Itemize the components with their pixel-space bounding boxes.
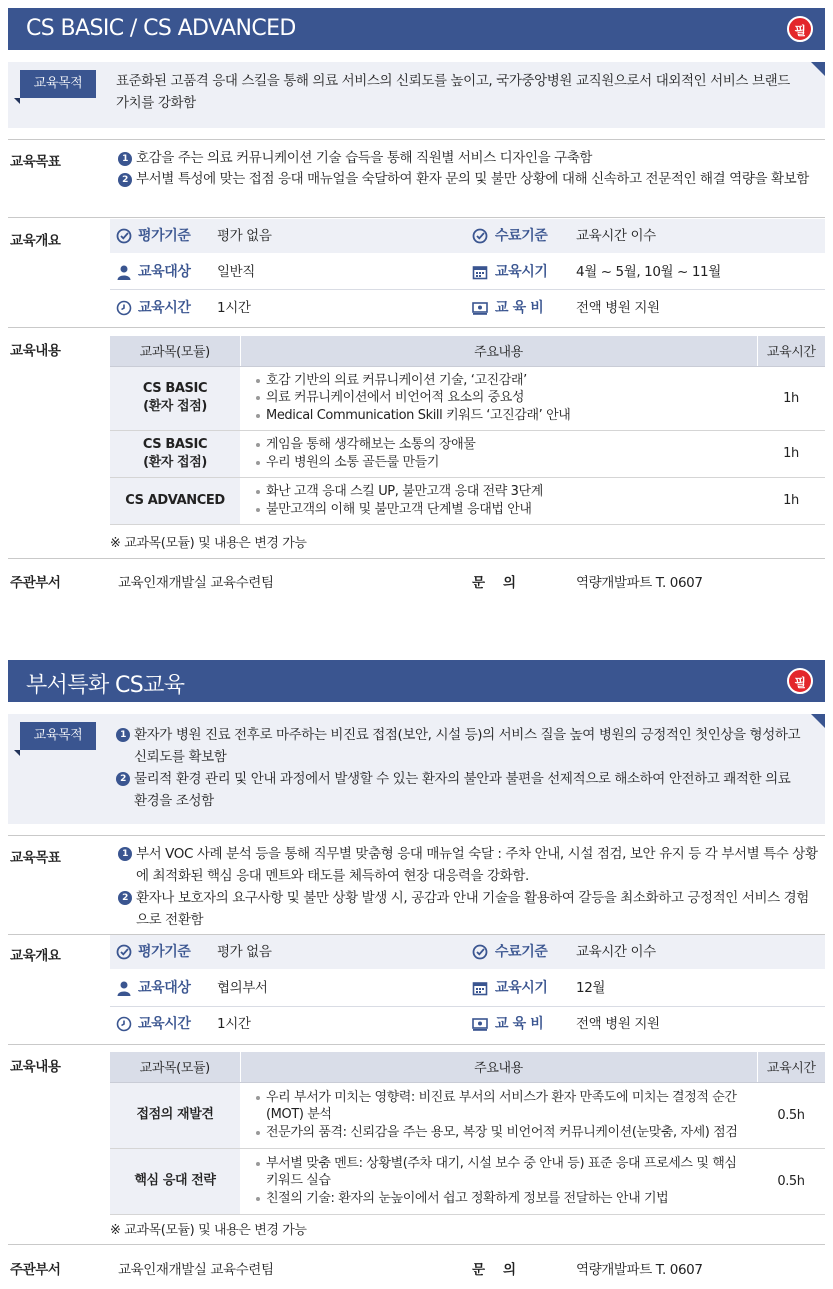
table-row bbox=[110, 1082, 825, 1148]
purpose-box bbox=[8, 714, 825, 824]
content-bullet: 호감 기반의 의료 커뮤니케이션 기술, ‘고진감래’ bbox=[254, 372, 747, 390]
overview-row bbox=[110, 971, 825, 1005]
content-bullet: 불만고객의 이해 및 불만고객 단계별 응대법 안내 bbox=[254, 501, 747, 519]
period-value: 4월 ~ 5월, 10월 ~ 11월 bbox=[576, 264, 721, 280]
overview-row bbox=[110, 291, 825, 325]
time-key: 교육시간 bbox=[138, 300, 191, 316]
table-row bbox=[110, 1148, 825, 1214]
cost-key: 교 육 비 bbox=[495, 300, 544, 316]
number-1-icon: 1 bbox=[118, 152, 132, 166]
dept-label: 주관부서 bbox=[10, 575, 61, 591]
purpose-tag: 교육목적 bbox=[20, 70, 96, 98]
content-bullet: 우리 병원의 소통 골든룰 만들기 bbox=[254, 454, 747, 472]
eval-key: 평가기준 bbox=[138, 228, 191, 244]
content-cell bbox=[240, 477, 757, 524]
time-value: 1시간 bbox=[217, 1016, 251, 1032]
table-header-row bbox=[110, 336, 825, 366]
section-title-bar bbox=[8, 8, 825, 50]
purpose-item: 2 물리적 환경 관리 및 안내 과정에서 발생할 수 있는 환자의 불안과 불편을 선제적으로 해소하여 안전하고 쾌적한 의료 환경을 조성함 bbox=[116, 768, 806, 812]
calendar-icon bbox=[472, 980, 488, 996]
table-row bbox=[110, 430, 825, 477]
complete-value: 교육시간 이수 bbox=[576, 228, 656, 244]
content-bullet: 우리 부서가 미치는 영향력: 비진료 부서의 서비스가 환자 만족도에 미치는 결정적 순간(MOT) 분석 bbox=[254, 1089, 747, 1124]
required-badge: 필 bbox=[787, 668, 813, 694]
divider bbox=[8, 835, 825, 836]
divider bbox=[8, 139, 825, 140]
change-note: ※ 교과목(모듈) 및 내용은 변경 가능 bbox=[110, 1223, 307, 1238]
header-module: 교과목(모듈) bbox=[110, 336, 240, 366]
overview-row bbox=[110, 219, 825, 253]
period-key: 교육시기 bbox=[495, 980, 548, 996]
hours-cell: 1h bbox=[757, 366, 825, 430]
clock-icon bbox=[116, 1016, 132, 1032]
number-2-icon: 2 bbox=[118, 891, 132, 905]
overview-label: 교육개요 bbox=[10, 233, 61, 249]
purpose-list bbox=[116, 724, 806, 812]
period-value: 12월 bbox=[576, 980, 606, 996]
inquiry-value: 역량개발파트 T. 0607 bbox=[576, 1262, 703, 1278]
module-cell: CS ADVANCED bbox=[110, 477, 240, 524]
module-cell: 핵심 응대 전략 bbox=[110, 1148, 240, 1214]
period-key: 교육시기 bbox=[495, 264, 548, 280]
hours-cell: 0.5h bbox=[757, 1082, 825, 1148]
module-name-line: CS BASIC bbox=[142, 436, 208, 452]
goal-list bbox=[118, 148, 818, 190]
number-2-icon: 2 bbox=[116, 772, 130, 786]
time-key: 교육시간 bbox=[138, 1016, 191, 1032]
time-value: 1시간 bbox=[217, 300, 251, 316]
target-value: 협의부서 bbox=[217, 980, 268, 996]
purpose-text: 표준화된 고품격 응대 스킬을 통해 의료 서비스의 신뢰도를 높이고, 국가중앙병원 교직원으로서 대외적인 서비스 브랜드 가치를 강화함 bbox=[116, 73, 790, 111]
table-row bbox=[110, 477, 825, 524]
section-title: 부서특화 CS교육 bbox=[26, 673, 185, 698]
cost-value: 전액 병원 지원 bbox=[576, 1016, 660, 1032]
dept-label: 주관부서 bbox=[10, 1262, 61, 1278]
content-bullet: 의료 커뮤니케이션에서 비언어적 요소의 중요성 bbox=[254, 389, 747, 407]
dept-value: 교육인재개발실 교육수련팀 bbox=[118, 1262, 274, 1278]
header-module: 교과목(모듈) bbox=[110, 1052, 240, 1082]
target-check-icon bbox=[116, 944, 132, 960]
goal-item: 1 부서 VOC 사례 분석 등을 통해 직무별 맞춤형 응대 매뉴얼 숙달 : 주차 안내, 시설 점검, 보안 유지 등 각 부서별 특수 상황에 최적화된 핵심 응대 멘트와 태도를 체득하여 현장 대응력을 강화함. bbox=[118, 843, 818, 887]
section-title: CS BASIC / CS ADVANCED bbox=[26, 16, 296, 41]
person-icon bbox=[116, 264, 132, 280]
purpose-tag: 교육목적 bbox=[20, 722, 96, 750]
cost-value: 전액 병원 지원 bbox=[576, 300, 660, 316]
corner-fold-icon bbox=[811, 62, 825, 76]
header-content: 주요내용 bbox=[240, 1052, 757, 1082]
content-cell bbox=[240, 430, 757, 477]
header-hours: 교육시간 bbox=[757, 336, 825, 366]
goal-label: 교육목표 bbox=[10, 850, 61, 866]
purpose-item: 1 환자가 병원 진료 전후로 마주하는 비진료 접점(보안, 시설 등)의 서비스 질을 높여 병원의 긍정적인 첫인상을 형성하고 신뢰도를 확보함 bbox=[116, 724, 806, 768]
content-cell bbox=[240, 366, 757, 430]
clock-icon bbox=[116, 300, 132, 316]
target-check-icon bbox=[116, 228, 132, 244]
required-badge: 필 bbox=[787, 16, 813, 42]
inquiry-value: 역량개발파트 T. 0607 bbox=[576, 575, 703, 591]
divider bbox=[8, 217, 825, 218]
content-bullet: 화난 고객 응대 스킬 UP, 불만고객 응대 전략 3단계 bbox=[254, 483, 747, 501]
cost-key: 교 육 비 bbox=[495, 1016, 544, 1032]
divider bbox=[8, 1044, 825, 1045]
divider bbox=[8, 558, 825, 559]
target-key: 교육대상 bbox=[138, 980, 191, 996]
goal-item: 1 호감을 주는 의료 커뮤니케이션 기술 습득을 통해 직원별 서비스 디자인을 구축함 bbox=[118, 148, 818, 169]
goal-label: 교육목표 bbox=[10, 154, 61, 170]
hours-cell: 0.5h bbox=[757, 1148, 825, 1214]
overview-row bbox=[110, 1007, 825, 1041]
money-icon bbox=[472, 300, 488, 316]
divider bbox=[8, 1244, 825, 1245]
change-note: ※ 교과목(모듈) 및 내용은 변경 가능 bbox=[110, 536, 307, 551]
content-cell bbox=[240, 1082, 757, 1148]
table-header-row bbox=[110, 1052, 825, 1082]
goal-item: 2 부서별 특성에 맞는 접점 응대 매뉴얼을 숙달하여 환자 문의 및 불만 상황에 대해 신속하고 전문적인 해결 역량을 확보함 bbox=[118, 169, 818, 190]
module-name-line: (환자 접점) bbox=[143, 399, 207, 414]
overview-row bbox=[110, 255, 825, 289]
complete-value: 교육시간 이수 bbox=[576, 944, 656, 960]
content-bullet: 부서별 맞춤 멘트: 상황별(주차 대기, 시설 보수 중 안내 등) 표준 응대 프로세스 및 핵심 키워드 실습 bbox=[254, 1155, 747, 1190]
dept-value: 교육인재개발실 교육수련팀 bbox=[118, 575, 274, 591]
content-table bbox=[110, 1052, 825, 1215]
complete-key: 수료기준 bbox=[495, 228, 548, 244]
table-row bbox=[110, 366, 825, 430]
overview-label: 교육개요 bbox=[10, 948, 61, 964]
divider bbox=[110, 289, 825, 290]
goal-list bbox=[118, 843, 818, 931]
inquiry-key: 문의 bbox=[472, 575, 535, 591]
course-section-cs-basic-advanced bbox=[0, 0, 833, 600]
module-name-line: CS BASIC bbox=[142, 381, 208, 396]
eval-value: 평가 없음 bbox=[217, 944, 272, 960]
overview-row bbox=[110, 935, 825, 969]
module-name-line: (환자 접점) bbox=[143, 454, 207, 470]
number-1-icon: 1 bbox=[116, 728, 130, 742]
content-bullet: 전문가의 품격: 신뢰감을 주는 용모, 복장 및 비언어적 커뮤니케이션(눈맞춤, 자세) 점검 bbox=[254, 1124, 747, 1142]
header-content: 주요내용 bbox=[240, 336, 757, 366]
target-key: 교육대상 bbox=[138, 264, 191, 280]
goal-item: 2 환자나 보호자의 요구사항 및 불만 상황 발생 시, 공감과 안내 기술을 활용하여 갈등을 최소화하고 긍정적인 서비스 경험으로 전환함 bbox=[118, 887, 818, 931]
corner-fold-icon bbox=[811, 714, 825, 728]
content-label: 교육내용 bbox=[10, 343, 61, 359]
calendar-icon bbox=[472, 264, 488, 280]
content-bullet: 게임을 통해 생각해보는 소통의 장애물 bbox=[254, 436, 747, 454]
section-title-bar bbox=[8, 660, 825, 702]
content-bullet: Medical Communication Skill 키워드 ‘고진감래’ 안내 bbox=[254, 407, 747, 425]
content-table bbox=[110, 336, 825, 525]
eval-value: 평가 없음 bbox=[217, 228, 272, 244]
module-cell bbox=[110, 430, 240, 477]
module-cell bbox=[110, 366, 240, 430]
target-value: 일반직 bbox=[217, 264, 255, 280]
eval-key: 평가기준 bbox=[138, 944, 191, 960]
purpose-box bbox=[8, 62, 825, 128]
course-section-dept-cs bbox=[0, 652, 833, 1289]
person-icon bbox=[116, 980, 132, 996]
money-icon bbox=[472, 1016, 488, 1032]
module-cell: 접점의 재발견 bbox=[110, 1082, 240, 1148]
hours-cell: 1h bbox=[757, 430, 825, 477]
divider bbox=[8, 327, 825, 328]
content-bullet: 친절의 기술: 환자의 눈높이에서 쉽고 정확하게 정보를 전달하는 안내 기법 bbox=[254, 1190, 747, 1208]
number-1-icon: 1 bbox=[118, 847, 132, 861]
target-check-icon bbox=[472, 228, 488, 244]
complete-key: 수료기준 bbox=[495, 944, 548, 960]
content-label: 교육내용 bbox=[10, 1059, 61, 1075]
inquiry-key: 문의 bbox=[472, 1262, 535, 1278]
number-2-icon: 2 bbox=[118, 173, 132, 187]
target-check-icon bbox=[472, 944, 488, 960]
header-hours: 교육시간 bbox=[757, 1052, 825, 1082]
content-cell bbox=[240, 1148, 757, 1214]
hours-cell: 1h bbox=[757, 477, 825, 524]
